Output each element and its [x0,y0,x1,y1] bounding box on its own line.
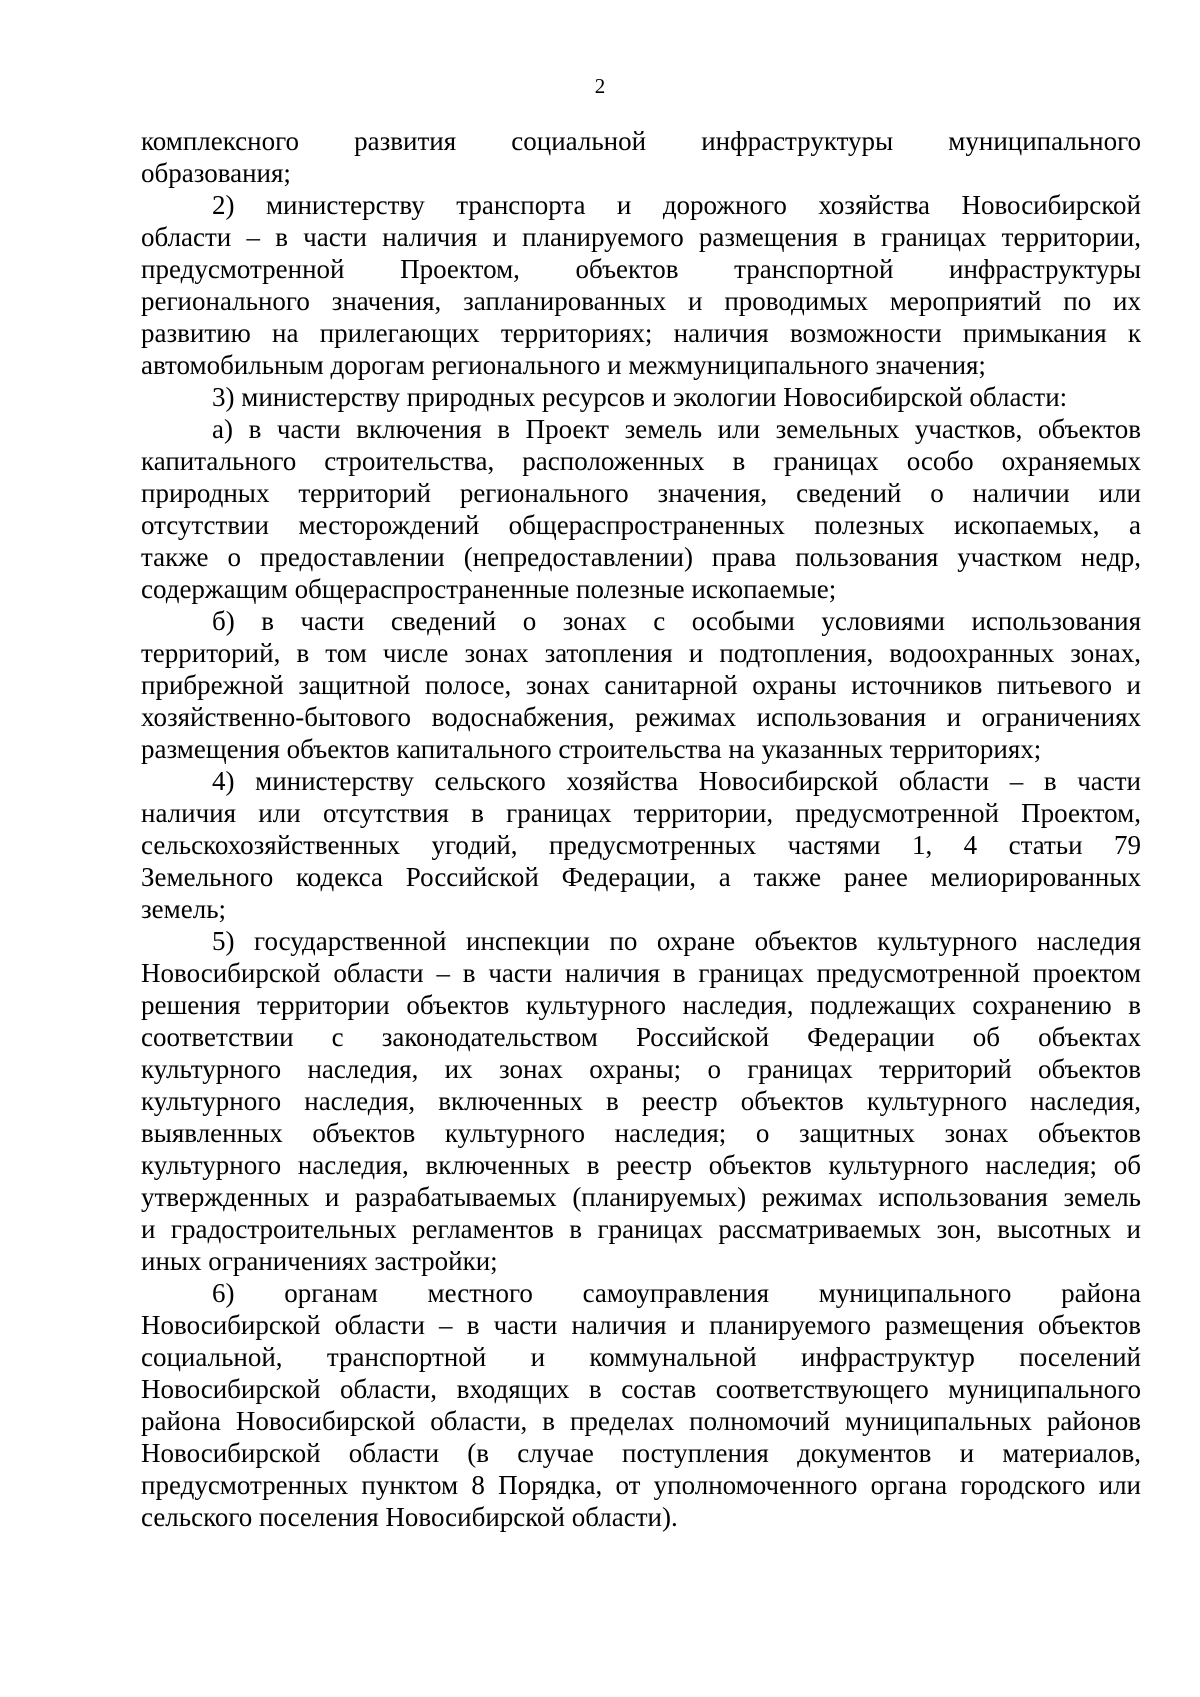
text-line: а) в части включения в Проект земель или земельных участков, объектов [212,414,1141,444]
text-line: культурного наследия, их зонах охраны; о границах территорий объектов [141,1054,1141,1084]
text-line: прибрежной защитной полосе, зонах санитарной охраны источников питьевого и [141,670,1141,700]
text-line: иных ограничениях застройки; [141,1246,498,1276]
text-line: культурного наследия, включенных в реестр объектов культурного наследия, [141,1086,1141,1116]
text-line: земель; [141,894,227,924]
text-line: природных территорий регионального значения, сведений о наличии или [141,478,1141,508]
text-line: предусмотренной Проектом, объектов транспортной инфраструктуры [141,254,1141,284]
page-number: 2 [594,74,606,98]
text-line: хозяйственно-бытового водоснабжения, режимах использования и ограничениях [141,702,1141,732]
text-line: области – в части наличия и планируемого размещения в границах территории, [141,222,1141,252]
text-line: культурного наследия, включенных в реестр объектов культурного наследия; об [141,1150,1141,1180]
text-line: содержащим общераспространенные полезные ископаемые; [141,574,837,604]
text-line: 3) министерству природных ресурсов и экологии Новосибирской области: [212,382,1068,412]
text-line: образования; [141,158,291,188]
text-line: района Новосибирской области, в пределах полномочий муниципальных районов [141,1406,1141,1436]
text-line: сельскохозяйственных угодий, предусмотренных частями 1, 4 статьи 79 [141,830,1141,860]
text-line: утвержденных и разрабатываемых (планируемых) режимах использования земель [141,1182,1141,1212]
text-line: автомобильным дорогам регионального и межмуниципального значения; [141,350,986,380]
text-line: социальной, транспортной и коммунальной инфраструктур поселений [141,1342,1141,1372]
text-line: Новосибирской области (в случае поступления документов и материалов, [141,1438,1141,1468]
text-line: территорий, в том числе зонах затопления и подтопления, водоохранных зонах, [141,638,1141,668]
text-line: наличия или отсутствия в границах территории, предусмотренной Проектом, [141,798,1141,828]
text-line: капитального строительства, расположенных в границах особо охраняемых [141,446,1141,476]
text-line: Земельного кодекса Российской Федерации, а также ранее мелиорированных [141,862,1141,892]
text-line: Новосибирской области – в части наличия в границах предусмотренной проектом [141,958,1141,988]
text-line: 2) министерству транспорта и дорожного хозяйства Новосибирской [212,190,1141,220]
text-line: размещения объектов капитального строительства на указанных территориях; [141,734,1042,764]
text-line: и градостроительных регламентов в границах рассматриваемых зон, высотных и [141,1214,1141,1244]
text-line: отсутствии месторождений общераспространенных полезных ископаемых, а [141,510,1141,540]
text-line: предусмотренных пунктом 8 Порядка, от уполномоченного органа городского или [141,1470,1141,1500]
text-line: также о предоставлении (непредоставлении) права пользования участком недр, [141,542,1141,572]
text-line: 4) министерству сельского хозяйства Новосибирской области – в части [212,766,1141,796]
text-line: развитию на прилегающих территориях; наличия возможности примыкания к [141,318,1141,348]
text-line: регионального значения, запланированных и проводимых мероприятий по их [141,286,1141,316]
text-line: Новосибирской области – в части наличия и планируемого размещения объектов [141,1310,1141,1340]
text-line: решения территории объектов культурного наследия, подлежащих сохранению в [141,990,1141,1020]
text-line: 6) органам местного самоуправления муниципального района [212,1278,1141,1308]
text-line: б) в части сведений о зонах с особыми условиями использования [212,606,1141,636]
text-line: 5) государственной инспекции по охране объектов культурного наследия [212,926,1141,956]
text-line: соответствии с законодательством Российской Федерации об объектах [141,1022,1141,1052]
document-body [141,125,1141,1533]
text-line: комплексного развития социальной инфраструктуры муниципального [141,126,1141,156]
text-line: сельского поселения Новосибирской области). [141,1502,678,1532]
text-line: выявленных объектов культурного наследия; о защитных зонах объектов [141,1118,1141,1148]
text-line: Новосибирской области, входящих в состав соответствующего муниципального [141,1374,1141,1404]
